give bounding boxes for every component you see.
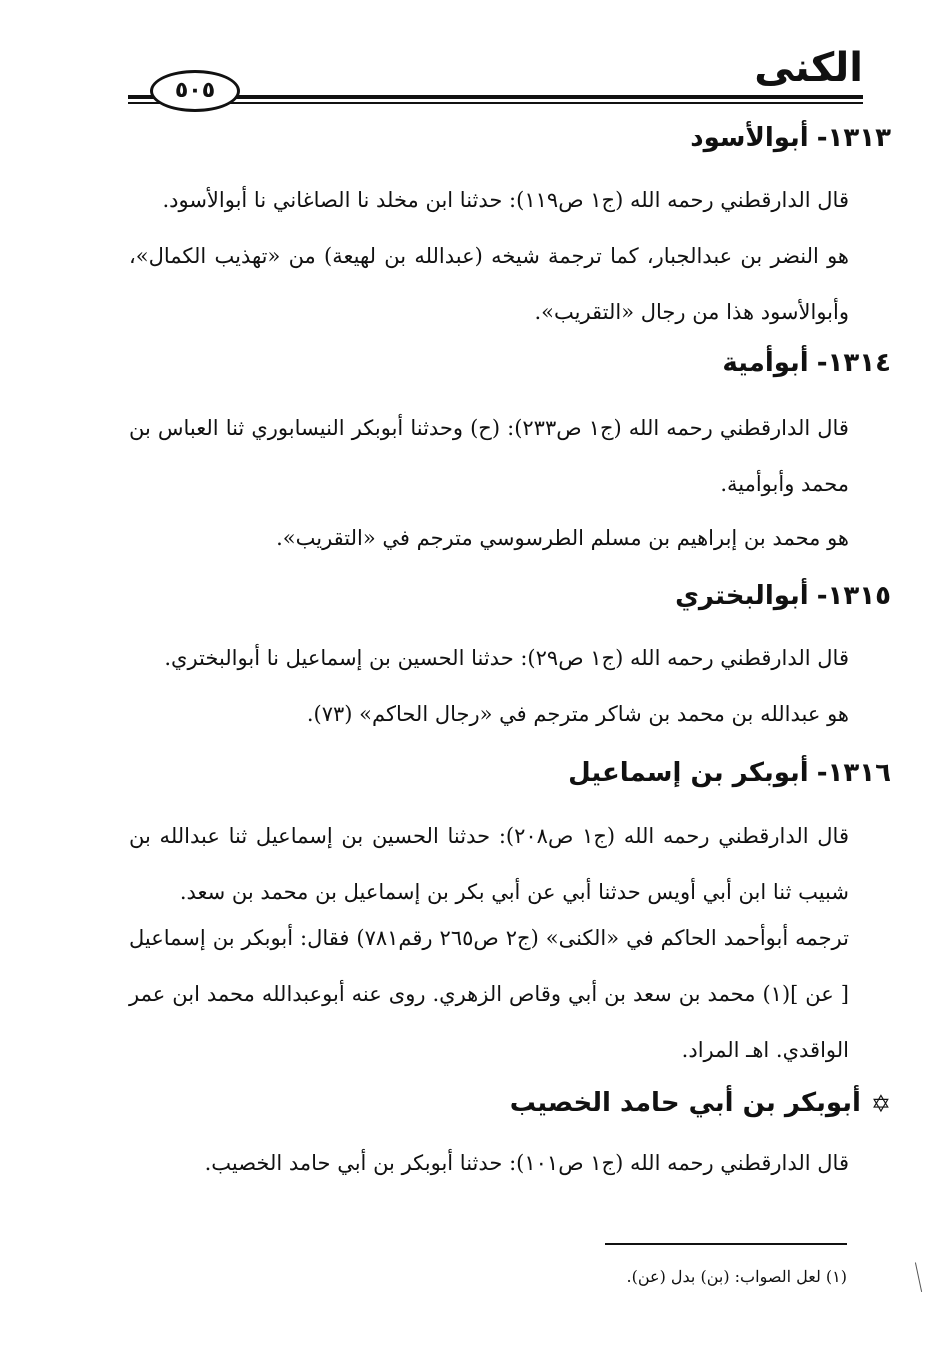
- entry-heading: [568, 755, 891, 791]
- entry-name: أبوبكر بن إسماعيل: [568, 758, 809, 788]
- header-rule-thin: [128, 102, 863, 104]
- entry-heading: [690, 120, 891, 156]
- paragraph: هو النضر بن عبدالجبار، كما ترجمة شيخه (عبدالله بن لهيعة) من «تهذيب الكمال»، وأبوالأسود هذا من رجال «التقريب».: [129, 244, 849, 324]
- paragraph: قال الدارقطني رحمه الله (ج١ ص٢٠٨): حدثنا الحسين بن إسماعيل ثنا عبدالله بن شبيب ثنا ابن أبي أويس حدثنا أبي عن أبي بكر بن إسماعيل بن محمد بن سعد.: [129, 824, 849, 904]
- page-header: [128, 40, 863, 110]
- paragraph: قال الدارقطني رحمه الله (ج١ ص١١٩): حدثنا ابن مخلد نا الصاغاني نا أبوالأسود.: [162, 188, 849, 212]
- page-number: ٥٠٥: [150, 70, 240, 112]
- paragraph: هو محمد بن إبراهيم بن مسلم الطرسوسي مترجم في «التقريب».: [276, 526, 849, 550]
- entry-name: أبوبكر بن أبي حامد الخصيب: [509, 1088, 861, 1118]
- paragraph: هو عبدالله بن محمد بن شاكر مترجم في «رجال الحاكم» (٧٣).: [306, 702, 849, 726]
- entry-name: أبوأمية: [722, 348, 809, 378]
- footnote-rule: [605, 1243, 847, 1245]
- entry-number: ١٣١٣-: [816, 123, 891, 153]
- entry-name: أبوالبختري: [675, 581, 809, 611]
- scan-margin-mark: [915, 1262, 924, 1292]
- entry-heading: [675, 578, 891, 614]
- footnote: (١) لعل الصواب: (بن) بدل (عن).: [626, 1267, 847, 1286]
- entry-number: ١٣١٦-: [816, 758, 891, 788]
- entry-heading: [722, 345, 891, 381]
- entry-name: أبوالأسود: [690, 123, 809, 153]
- paragraph: قال الدارقطني رحمه الله (ج١ ص١٠١): حدثنا أبوبكر بن أبي حامد الخصيب.: [204, 1151, 849, 1175]
- entry-heading: [510, 1085, 891, 1122]
- paragraph: قال الدارقطني رحمه الله (ج١ ص٢٣٣): (ح) وحدثنا أبوبكر النيسابوري ثنا العباس بن محمد وأبوأمية.: [129, 416, 849, 496]
- paragraph: ترجمه أبوأحمد الحاكم في «الكنى» (ج٢ ص٢٦٥ رقم٧٨١) فقال: أبوبكر بن إسماعيل [ عن ](١) محمد بن سعد بن أبي وقاص الزهري. روى عنه أبوعبدالله محمد ابن عمر الواقدي. اهـ المراد.: [129, 926, 849, 1062]
- entry-number: ١٣١٥-: [816, 581, 891, 611]
- entry-number: ١٣١٤-: [816, 348, 891, 378]
- paragraph: قال الدارقطني رحمه الله (ج١ ص٢٩): حدثنا الحسين بن إسماعيل نا أبوالبختري.: [164, 646, 849, 670]
- running-title: الكنى: [754, 45, 863, 91]
- star-ornament-icon: ✡: [870, 1089, 891, 1118]
